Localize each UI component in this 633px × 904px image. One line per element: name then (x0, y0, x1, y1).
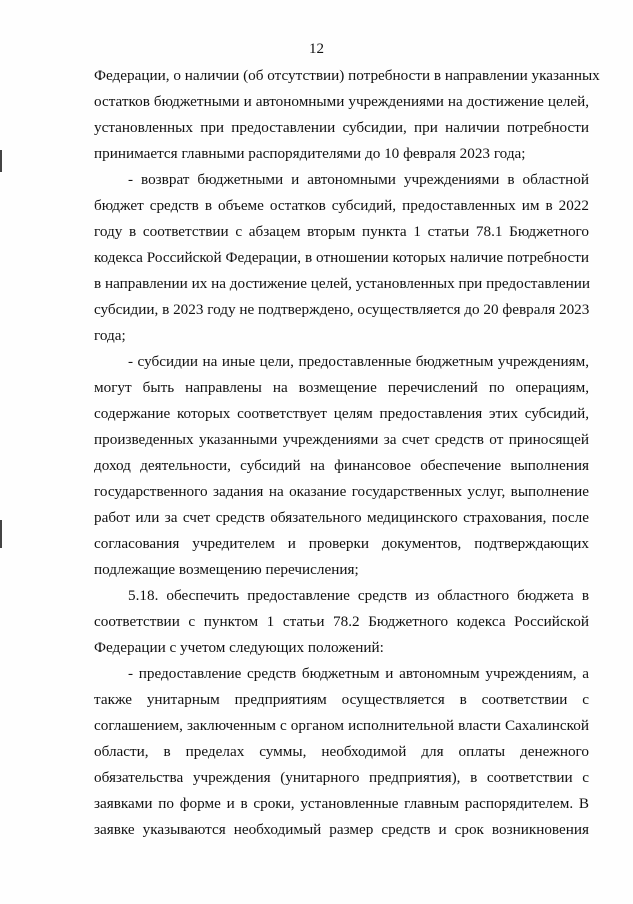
text-line: обязательства учреждения (унитарного предприятия), в соответствии с (94, 769, 589, 786)
text-line: года; (94, 327, 126, 344)
text-line: 5.18. обеспечить предоставление средств из областного бюджета в (128, 587, 589, 604)
text-line: также унитарным предприятиям осуществляется в соответствии с (94, 691, 589, 708)
text-line: заявками по форме и в сроки, установленные главным распорядителем. В (94, 795, 589, 812)
text-line: подлежащие возмещению перечисления; (94, 561, 359, 578)
text-line: бюджет средств в объеме остатков субсидий, предоставленных им в 2022 (94, 197, 589, 214)
text-line: году в соответствии с абзацем вторым пункта 1 статьи 78.1 Бюджетного (94, 223, 589, 240)
text-line: могут быть направлены на возмещение перечислений по операциям, (94, 379, 589, 396)
text-line: - предоставление средств бюджетным и автономным учреждениям, а (128, 665, 589, 682)
text-line: - возврат бюджетными и автономными учреждениями в областной (128, 171, 589, 188)
text-line: работ или за счет средств обязательного медицинского страхования, после (94, 509, 589, 526)
text-line: содержание которых соответствует целям предоставления этих субсидий, (94, 405, 589, 422)
text-line: субсидии, в 2023 году не подтверждено, осуществляется до 20 февраля 2023 (94, 301, 590, 318)
text-line: согласования учредителем и проверки документов, подтверждающих (94, 535, 589, 552)
scan-edge-mark (0, 150, 2, 172)
text-line: принимается главными распорядителями до 10 февраля 2023 года; (94, 145, 526, 162)
page-number: 12 (309, 41, 324, 57)
text-line: соответствии с пунктом 1 статьи 78.2 Бюджетного кодекса Российской (94, 613, 589, 630)
text-line: в направлении их на достижение целей, установленных при предоставлении (94, 275, 591, 292)
text-line: Федерации, о наличии (об отсутствии) потребности в направлении указанных (94, 67, 600, 84)
text-line: области, в пределах суммы, необходимой для оплаты денежного (94, 743, 589, 760)
scan-edge-mark (0, 520, 2, 548)
text-line: кодекса Российской Федерации, в отношении которых наличие потребности (94, 249, 589, 266)
text-line: - субсидии на иные цели, предоставленные бюджетным учреждениям, (128, 353, 589, 370)
text-line: произведенных указанными учреждениями за счет средств от приносящей (94, 431, 589, 448)
text-line: доход деятельности, субсидий на финансовое обеспечение выполнения (94, 457, 589, 474)
text-line: остатков бюджетными и автономными учреждениями на достижение целей, (94, 93, 589, 110)
text-line: Федерации с учетом следующих положений: (94, 639, 384, 656)
text-line: установленных при предоставлении субсидии, при наличии потребности (94, 119, 589, 136)
text-line: государственного задания на оказание государственных услуг, выполнение (94, 483, 589, 500)
text-line: соглашением, заключенным с органом исполнительной власти Сахалинской (94, 717, 589, 734)
text-line: заявке указываются необходимый размер средств и срок возникновения (94, 821, 589, 838)
